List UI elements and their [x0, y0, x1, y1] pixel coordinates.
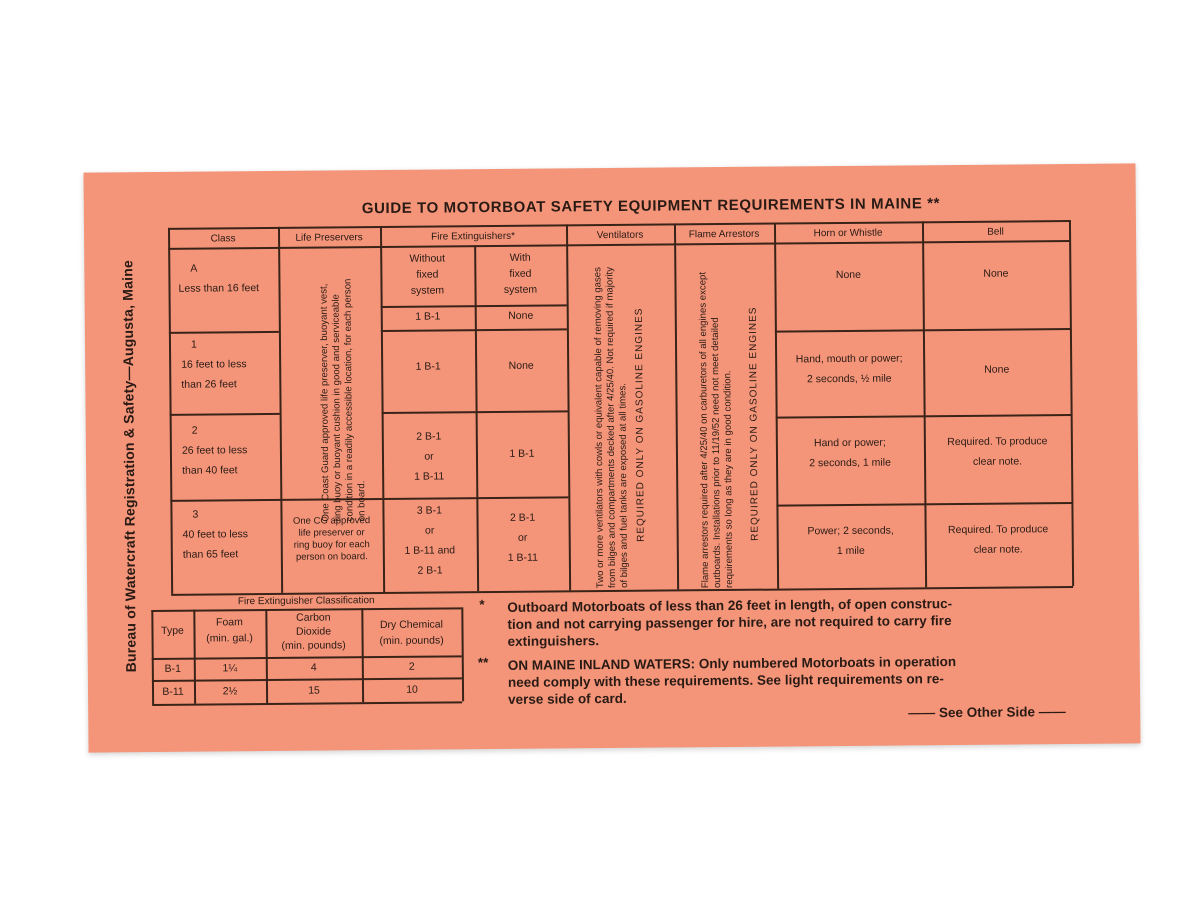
header-fire-extinguishers: Fire Extinguishers*	[431, 230, 516, 243]
horn-line: Hand or power;	[813, 436, 886, 450]
card-title: GUIDE TO MOTORBOAT SAFETY EQUIPMENT REQUIREMENTS IN MAINE **	[361, 195, 941, 218]
class-cell: 1¼	[222, 662, 238, 675]
side-caption	[117, 236, 141, 696]
fe-without-3	[382, 501, 477, 582]
side-caption-text: Bureau of Watercraft Registration & Safety—Augusta, Maine	[119, 260, 139, 673]
fe-sub-line: With	[509, 251, 531, 264]
class-name: 2	[191, 424, 198, 437]
grid-line	[382, 410, 568, 413]
horn-line: 2 seconds, ½ mile	[806, 372, 892, 386]
bell-line: clear note.	[972, 455, 1023, 468]
fe-line: or	[517, 531, 528, 544]
fe-sub-line: fixed	[509, 267, 532, 280]
horn-1	[775, 349, 923, 390]
fe-with-2: 1 B-1	[509, 447, 535, 460]
fe-line: 3 B-1	[416, 504, 443, 517]
life-preserver-text: One Coast Guard approved life preserver, buoyant vest, ring buoy or buoyant cushion in good and serviceable condition in a readily accessible location, for each person on board.	[318, 278, 368, 522]
class-cell: B-1	[164, 662, 182, 675]
grid-line	[170, 413, 280, 415]
bell-line: clear note.	[973, 543, 1023, 556]
grid-line	[169, 331, 279, 333]
footnote-2	[508, 652, 1098, 708]
bell-line: Required. To produce	[947, 523, 1049, 537]
class-cell: 2½	[222, 685, 238, 698]
footnote-line: extinguishers.	[507, 633, 600, 649]
header-life-preservers: Life Preservers	[295, 232, 363, 244]
header-line: (min. gal.)	[206, 631, 253, 645]
footnote-star-2: **	[477, 655, 489, 671]
fe-line: 1 B-11 and	[404, 544, 456, 557]
class-cell-2	[170, 421, 281, 482]
class-header-foam	[193, 615, 265, 647]
classification-table	[83, 163, 1135, 172]
class-cell: 15	[308, 684, 320, 697]
lp-line: One CG approved	[292, 515, 371, 527]
lp-line: person on board.	[295, 550, 368, 563]
bell-3	[925, 520, 1072, 561]
fe-sub-line: Without	[409, 252, 446, 265]
flame-arrestors-required: REQUIRED ONLY ON GASOLINE ENGINES	[747, 306, 761, 541]
fe-line: 2 B-1	[416, 430, 442, 443]
footnote-star-1: *	[479, 597, 485, 613]
header-line: (min. pounds)	[281, 639, 346, 653]
horn-line: 1 mile	[836, 544, 865, 557]
fe-without-2	[382, 427, 477, 488]
fe-subheader-without	[380, 251, 474, 299]
header-flame-arrestors: Flame Arrestors	[688, 228, 760, 241]
header-line: Carbon	[296, 611, 331, 624]
see-other-side: —— See Other Side ——	[908, 704, 1066, 721]
class-cell: 10	[406, 683, 418, 696]
fe-sub-line: system	[410, 283, 445, 297]
fe-sub-line: system	[503, 283, 538, 296]
fe-with-a: None	[508, 309, 534, 322]
fe-line: 1 B-11	[414, 470, 445, 483]
class-header-type: Type	[161, 624, 184, 637]
horn-2	[776, 433, 924, 474]
class-name: 1	[190, 338, 197, 351]
class-name: 3	[192, 508, 199, 521]
fe-without-a: 1 B-1	[415, 310, 441, 323]
class-desc: than 26 feet	[181, 378, 237, 391]
class-desc: than 65 feet	[182, 548, 239, 561]
classification-caption: Fire Extinguisher Classification	[237, 595, 375, 608]
fe-line: or	[424, 450, 434, 463]
safety-card	[83, 163, 1140, 752]
header-line: (min. pounds)	[379, 634, 444, 647]
header-ventilators: Ventilators	[596, 229, 644, 242]
fe-line: 2 B-1	[417, 564, 443, 577]
header-line: Foam	[215, 616, 243, 629]
class-name: A	[190, 262, 198, 275]
lp-line: ring buoy for each	[293, 538, 370, 551]
class-cell: 2	[408, 660, 415, 673]
class-header-dry	[361, 617, 461, 649]
bell-1: None	[984, 363, 1010, 376]
fe-line: 2 B-1	[509, 511, 536, 524]
header-horn: Horn or Whistle	[813, 227, 883, 240]
fe-with-3	[476, 508, 569, 569]
class-desc: than 40 feet	[182, 464, 238, 477]
fe-without-1: 1 B-1	[415, 360, 441, 373]
bell-2	[924, 432, 1071, 473]
class-desc: 16 feet to less	[181, 358, 247, 371]
ventilators-text: Two or more ventilators with cowls or equivalent capable of removing gases from bilges and compartments decked after 4/25/40. Not required if majority of bilges and fuel tanks are exposed at all times.	[592, 266, 631, 589]
class-desc: Less than 16 feet	[178, 282, 260, 295]
fe-line: or	[424, 524, 435, 537]
footnote-line: ON MAINE INLAND WATERS: Only numbered Motorboats in operation	[507, 654, 957, 673]
flame-arrestors-text: Flame arrestors required after 4/25/40 on carburetors of all engines except outboards. Installations prior to 11/19/52 need not meet detailed requirements so long as they are in good condition.	[697, 271, 736, 589]
fe-sub-line: fixed	[416, 268, 439, 281]
grid-line	[382, 496, 568, 499]
class-desc: 40 feet to less	[182, 528, 249, 541]
bell-a: None	[983, 267, 1009, 280]
footnote-line: verse side of card.	[508, 690, 627, 707]
footnote-line: need comply with these requirements. See light requirements on re-	[507, 671, 944, 690]
life-preserver-class3	[280, 515, 382, 563]
footnote-1	[507, 594, 1097, 650]
horn-line: Power; 2 seconds,	[807, 524, 894, 538]
header-line: Dry Chemical	[379, 618, 443, 632]
lp-line: life preserver or	[298, 527, 365, 539]
requirements-table	[83, 163, 1135, 172]
class-cell-a	[168, 259, 278, 300]
class-cell: B-11	[162, 685, 184, 698]
class-header-co2	[265, 610, 361, 653]
header-class: Class	[210, 233, 236, 245]
ventilators-required: REQUIRED ONLY ON GASOLINE ENGINES	[633, 307, 647, 542]
header-bell: Bell	[987, 226, 1004, 238]
horn-a: None	[835, 268, 862, 282]
fe-subheader-with	[474, 250, 566, 298]
footnote-line: tion and not carrying passenger for hire, are not required to carry fire	[507, 613, 952, 632]
bell-line: Required. To produce	[947, 435, 1048, 449]
footnote-line: Outboard Motorboats of less than 26 feet in length, of open construc-	[507, 596, 953, 615]
horn-3	[777, 521, 925, 562]
class-cell: 4	[310, 661, 317, 674]
header-line: Dioxide	[295, 625, 332, 638]
grid-line	[674, 223, 679, 589]
grid-line	[381, 328, 567, 331]
fe-line: 1 B-11	[507, 551, 538, 564]
fe-with-1: None	[508, 359, 534, 372]
class-desc: 26 feet to less	[181, 444, 248, 457]
horn-line: 2 seconds, 1 mile	[809, 456, 891, 470]
class-cell-3	[170, 505, 281, 566]
class-cell-1	[169, 335, 280, 396]
horn-line: Hand, mouth or power;	[795, 352, 903, 366]
